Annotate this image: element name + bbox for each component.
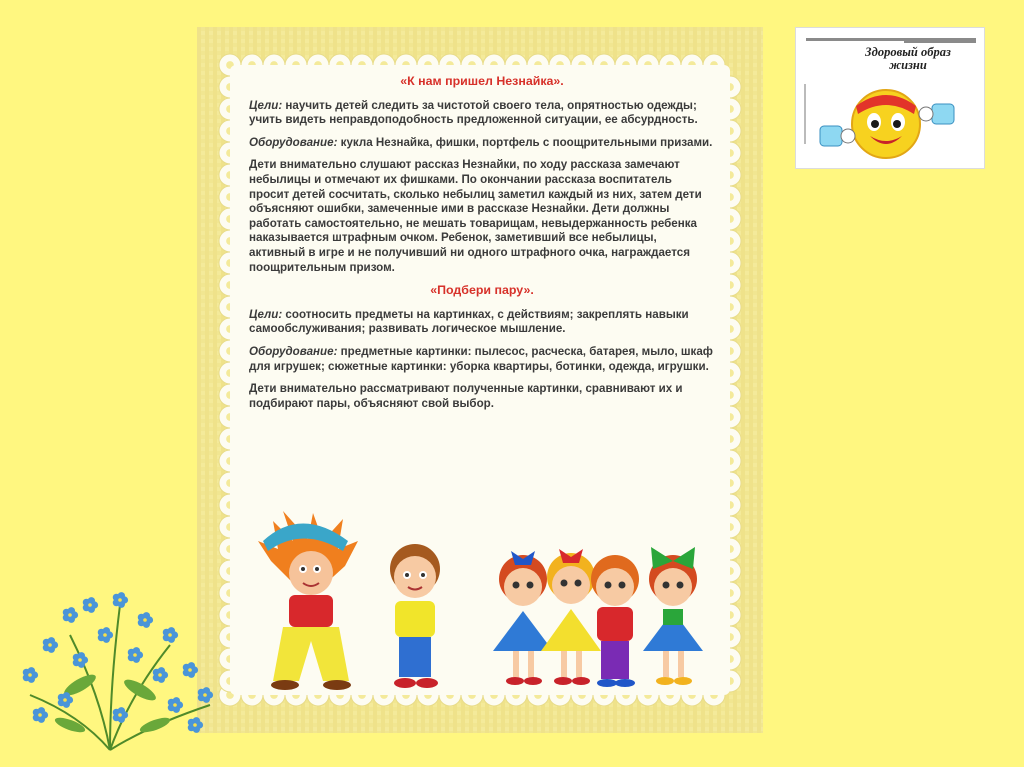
document-card — [197, 27, 763, 733]
boy-red-shirt-icon — [591, 555, 639, 687]
game1-title: «К нам пришел Незнайка». — [400, 74, 564, 88]
game1-equipment-label: Оборудование: — [249, 135, 338, 149]
game1-equipment — [249, 136, 715, 151]
game2-goals-label: Цели: — [249, 307, 283, 321]
game2-description: Дети внимательно рассматривают полученные картинки, сравнивают их и подбирают пары, объясняют свой выбор. — [249, 382, 683, 410]
girl-blue-dress-icon — [493, 551, 553, 685]
neznayka-icon — [258, 511, 358, 690]
girl-green-bow-icon — [643, 547, 703, 685]
game1-equipment-text: кукла Незнайка, фишки, портфель с поощрительными призами. — [337, 135, 713, 149]
game2-goals-text: соотносить предметы на картинках, с действиям; закреплять навыки самообслуживания; развивать логическое мышление. — [249, 307, 689, 336]
children-illustration — [253, 511, 723, 701]
document-text — [249, 74, 715, 419]
logo-top-line-short — [904, 41, 976, 43]
healthy-lifestyle-logo — [795, 27, 985, 169]
forget-me-not-flowers-icon — [10, 575, 225, 755]
game1-goals — [249, 99, 715, 128]
game2-equipment — [249, 345, 715, 374]
smiley-sun-icon — [804, 76, 978, 166]
game2-title: «Подбери пару». — [430, 283, 534, 298]
game1-goals-text: научить детей следить за чистотой своего тела, опрятностью одежды; учить видеть неправдоподобность предложенной ситуации, ее абсурдность. — [249, 98, 698, 127]
game2-goals — [249, 308, 715, 337]
game2-equipment-text: предметные картинки: пылесос, расческа, батарея, мыло, шкаф для игрушек; сюжетные картинки: уборка квартиры, ботинки, одежда, игрушки. — [249, 344, 713, 373]
boy-icon — [390, 544, 440, 688]
game1-description: Дети внимательно слушают рассказ Незнайки, по ходу рассказа замечают небылицы и отмечают их фишками. По окончании рассказа воспитатель просит детей сосчитать, сколько небылиц заметил каждый из них, затем дети объясняют ошибки, замеченные ими в рассказе Незнайки. Дети должны работать самостоятельно, не мешать товарищам, невыдержанность ребенка наказывается штрафным очком. Ребенок, заметивший все небылицы, активный в игре и не получивший ни одного штрафного очка, награждается поощрительным призом. — [249, 158, 702, 274]
logo-caption-line2: жизни — [889, 58, 927, 72]
logo-caption-line1: Здоровый образ — [865, 45, 951, 59]
logo-caption — [838, 46, 978, 72]
girl-yellow-dress-icon — [541, 549, 601, 685]
game1-goals-label: Цели: — [249, 98, 283, 112]
game2-equipment-label: Оборудование: — [249, 344, 338, 358]
